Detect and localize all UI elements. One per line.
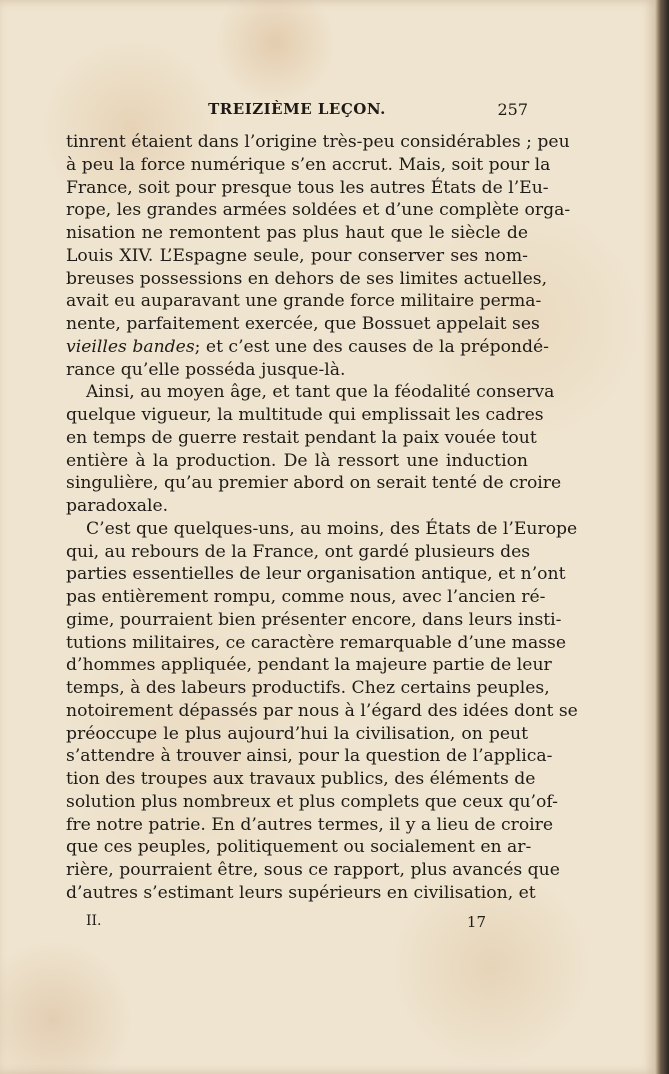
paragraph-start: Ainsi, au moyen âge, et tant que la féodalité conserva [86, 382, 555, 403]
text-line: singulière, qu’au premier abord on serait tenté de croire [66, 473, 562, 494]
text-line-with-italic [66, 336, 549, 359]
sheet-number: 17 [466, 913, 486, 931]
text-line: préoccupe le plus aujourd’hui la civilisation, on peut [66, 723, 528, 744]
text-line: nente, parfaitement exercée, que Bossuet appelait ses [66, 314, 540, 334]
text-line: pas entièrement rompu, comme nous, avec l’ancien ré- [66, 587, 546, 607]
page-edge-shadow [655, 0, 669, 1074]
text-line-rest: ; et c’est une des causes de la prépondé- [194, 336, 549, 357]
text-line: tinrent étaient dans l’origine très-peu considérables ; peu [66, 132, 570, 152]
text-line: quelque vigueur, la multitude qui emplissait les cadres [66, 405, 544, 425]
text-line: s’attendre à trouver ainsi, pour la question de l’applica- [66, 746, 553, 767]
text-line: France, soit pour presque tous les autres États de l’Eu- [66, 177, 549, 198]
text-line: avait eu auparavant une grande force militaire perma- [66, 291, 542, 312]
text-line: entière à la production. De là ressort une induction [66, 450, 528, 471]
text-line: solution plus nombreux et plus complets que ceux qu’of- [66, 791, 558, 812]
italic-phrase: vieilles bandes [66, 336, 195, 357]
text-line: qui, au rebours de la France, ont gardé plusieurs des [66, 541, 531, 562]
text-line: d’hommes appliquée, pendant la majeure partie de leur [66, 655, 552, 676]
text-line: rance qu’elle posséda jusque-là. [66, 359, 346, 380]
text-line: tutions militaires, ce caractère remarquable d’une masse [66, 632, 567, 653]
page-footer [86, 913, 486, 933]
text-line: paradoxale. [66, 496, 169, 516]
running-head: TREIZIÈME LEÇON. [208, 100, 386, 118]
text-line: parties essentielles de leur organisation antique, et n’ont [66, 564, 566, 585]
signature-mark: II. [86, 913, 102, 929]
text-line: rope, les grandes armées soldées et d’une complète orga- [66, 200, 571, 221]
text-line: que ces peuples, politiquement ou socialement en ar- [66, 837, 532, 858]
text-line: tion des troupes aux travaux publics, des éléments de [66, 769, 536, 789]
paragraph-start: C’est que quelques-uns, au moins, des États de l’Europe [86, 518, 578, 539]
text-line: gime, pourraient bien présenter encore, dans leurs insti- [66, 609, 562, 630]
text-line: temps, à des labeurs productifs. Chez certains peuples, [66, 678, 550, 698]
text-line: breuses possessions en dehors de ses limites actuelles, [66, 268, 548, 289]
page-header [66, 100, 528, 124]
body-text [66, 131, 578, 905]
text-line: Louis XIV. L’Espagne seule, pour conserver ses nom- [66, 245, 528, 266]
text-line: notoirement dépassés par nous à l’égard des idées dont se [66, 700, 578, 721]
text-line: d’autres s’estimant leurs supérieurs en civilisation, et [66, 882, 536, 903]
text-line: en temps de guerre restait pendant la paix vouée tout [66, 427, 537, 448]
text-line: rière, pourraient être, sous ce rapport, plus avancés que [66, 860, 560, 880]
page-number: 257 [497, 100, 528, 119]
text-line: nisation ne remontent pas plus haut que le siècle de [66, 223, 528, 243]
text-line: à peu la force numérique s’en accrut. Mais, soit pour la [66, 154, 551, 175]
text-line: fre notre patrie. En d’autres termes, il y a lieu de croire [66, 814, 554, 835]
